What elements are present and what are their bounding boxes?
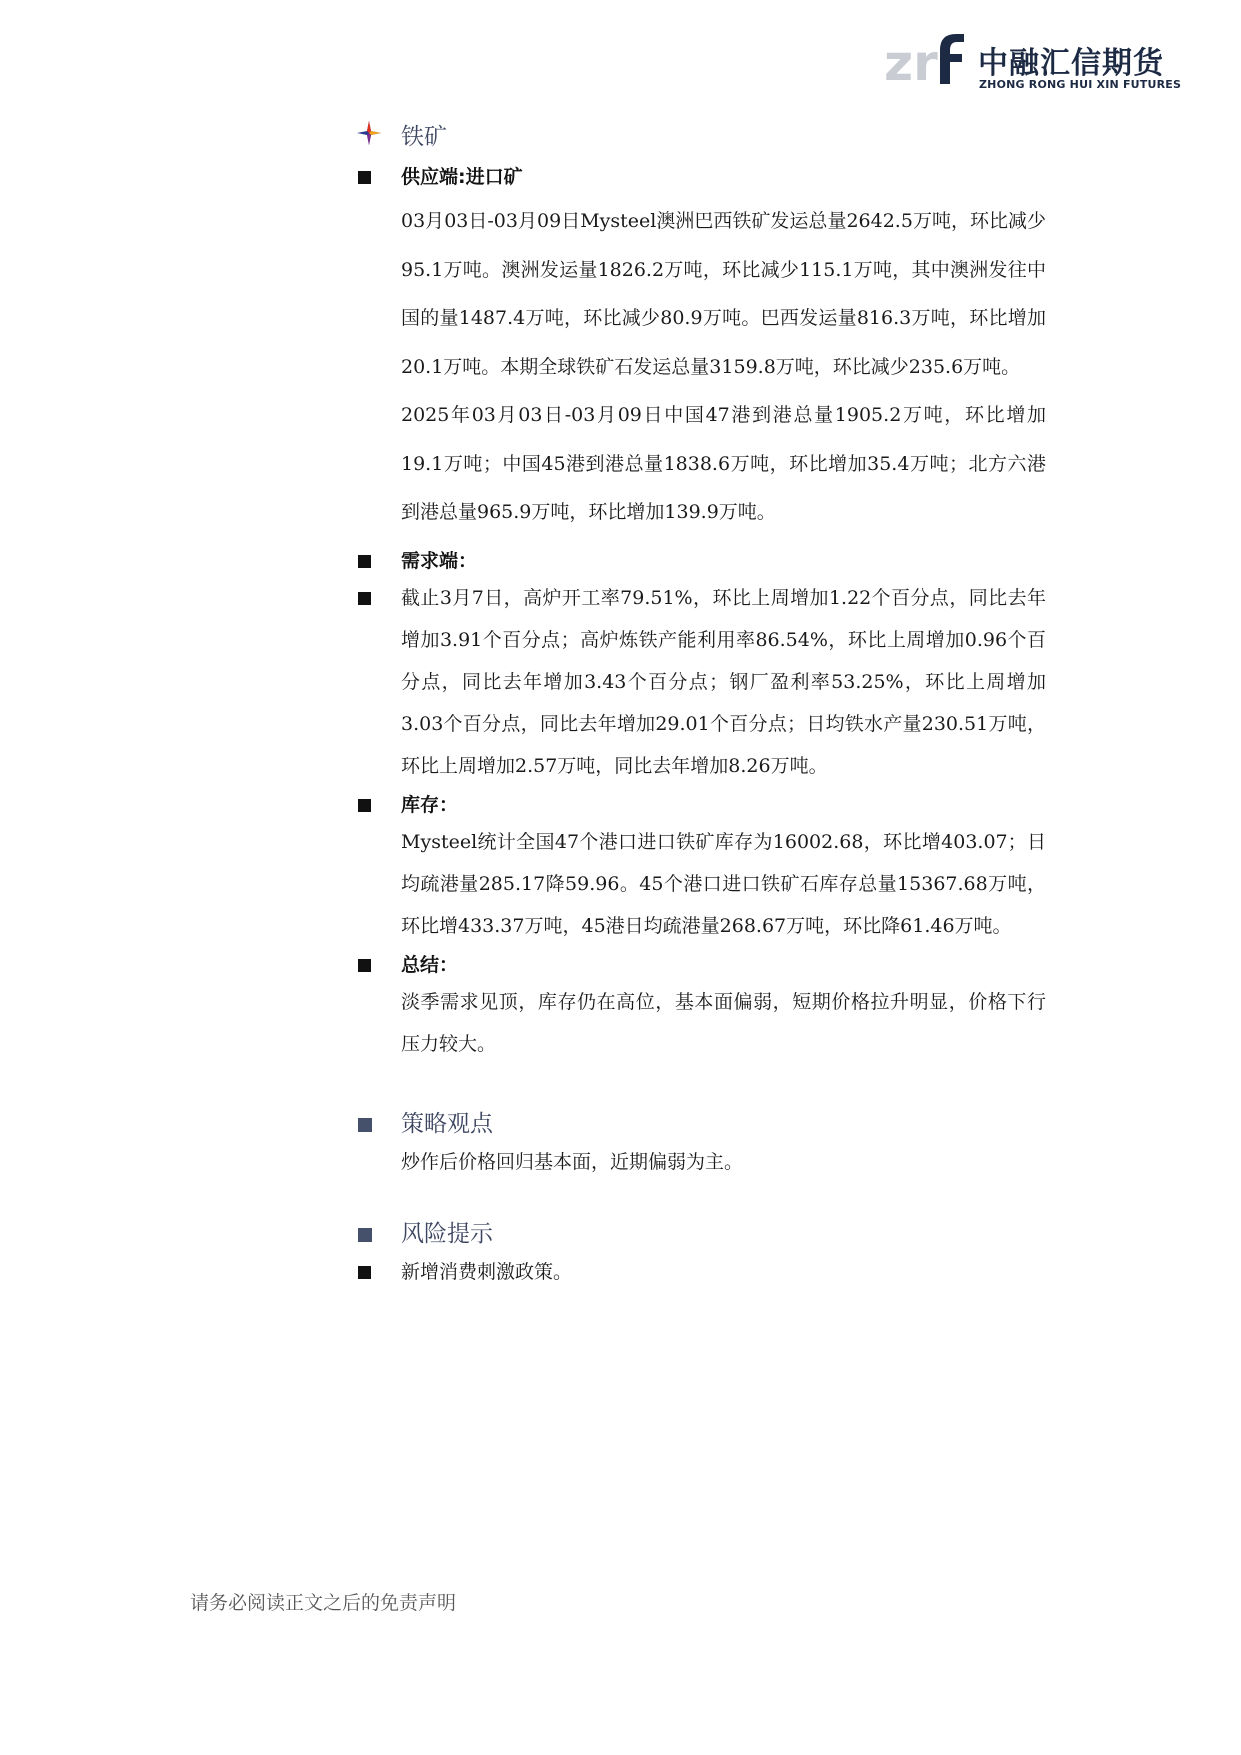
section-title — [401, 118, 1046, 151]
bullet-square-icon — [358, 592, 371, 605]
bullet-square-icon — [358, 1118, 372, 1132]
bullet-square-icon — [358, 555, 371, 568]
inventory-heading — [401, 793, 1046, 817]
zrf-logo-icon — [884, 28, 974, 88]
section-star-icon — [356, 120, 382, 146]
bullet-square-icon — [358, 1266, 371, 1279]
logo-english-name: ZHONG RONG HUI XIN FUTURES — [979, 78, 1182, 91]
strategy-heading-text: 策略观点 — [401, 1110, 493, 1137]
logo-chinese-name: 中融汇信期货 — [978, 46, 1164, 81]
bullet-square-icon — [358, 799, 371, 812]
summary-paragraph: 淡季需求见顶，库存仍在高位，基本面偏弱，短期价格拉升明显，价格下行压力较大。 — [401, 990, 1046, 1055]
risk-heading-text: 风险提示 — [401, 1220, 493, 1247]
risk-heading — [401, 1219, 1046, 1249]
supply-heading — [401, 165, 1046, 189]
supply-paragraph-1: 03月03日-03月09日Mysteel澳洲巴西铁矿发运总量2642.5万吨，环比减少95.1万吨。澳洲发运量1826.2万吨，环比减少115.1万吨，其中澳洲发往中国的量1487.4万吨，环比减少80.9万吨。巴西发运量816.3万吨，环比增加20.1万吨。本期全球铁矿石发运总量3159.8万吨，环比减少235.6万吨。 — [401, 210, 1046, 378]
svg-text:zr: zr — [884, 34, 938, 88]
demand-paragraph-text: 截止3月7日，高炉开工率79.51%，环比上周增加1.22个百分点，同比去年增加3.91个百分点；高炉炼铁产能利用率86.54%，环比上周增加0.96个百分点，同比去年增加3.43个百分点；钢厂盈利率53.25%，环比上周增加3.03个百分点，同比去年增加29.01个百分点；日均铁水产量230.51万吨，环比上周增加2.57万吨，同比去年增加8.26万吨。 — [401, 586, 1046, 777]
supply-heading-text: 供应端:进口矿 — [401, 166, 523, 188]
demand-heading-text: 需求端： — [401, 549, 478, 572]
strategy-heading — [401, 1109, 1046, 1139]
bullet-square-icon — [358, 959, 371, 972]
summary-heading — [401, 953, 1046, 977]
bullet-square-icon — [358, 171, 371, 184]
report-content — [356, 118, 1046, 1293]
risk-paragraph — [401, 1251, 1046, 1293]
summary-heading-text: 总结： — [401, 953, 459, 976]
bullet-square-icon — [358, 1228, 372, 1242]
demand-heading — [401, 549, 1046, 573]
inventory-paragraph: Mysteel统计全国47个港口进口铁矿库存为16002.68，环比增403.07；日均疏港量285.17降59.96。45个港口进口铁矿石库存总量15367.68万吨，环比增433.37万吨，45港日均疏港量268.67万吨，环比降61.46万吨。 — [401, 830, 1046, 937]
supply-paragraph-2: 2025年03月03日-03月09日中国47港到港总量1905.2万吨，环比增加19.1万吨；中国45港到港总量1838.6万吨，环比增加35.4万吨；北方六港到港总量965.9万吨，环比增加139.9万吨。 — [401, 404, 1046, 523]
footer-disclaimer: 请务必阅读正文之后的免责声明 — [190, 1592, 457, 1614]
company-logo — [884, 28, 1182, 92]
demand-paragraph — [401, 577, 1046, 787]
risk-text: 新增消费刺激政策。 — [401, 1260, 573, 1283]
strategy-text: 炒作后价格回归基本面，近期偏弱为主。 — [401, 1150, 744, 1173]
section-title-text: 铁矿 — [401, 124, 447, 150]
inventory-heading-text: 库存： — [401, 793, 459, 816]
